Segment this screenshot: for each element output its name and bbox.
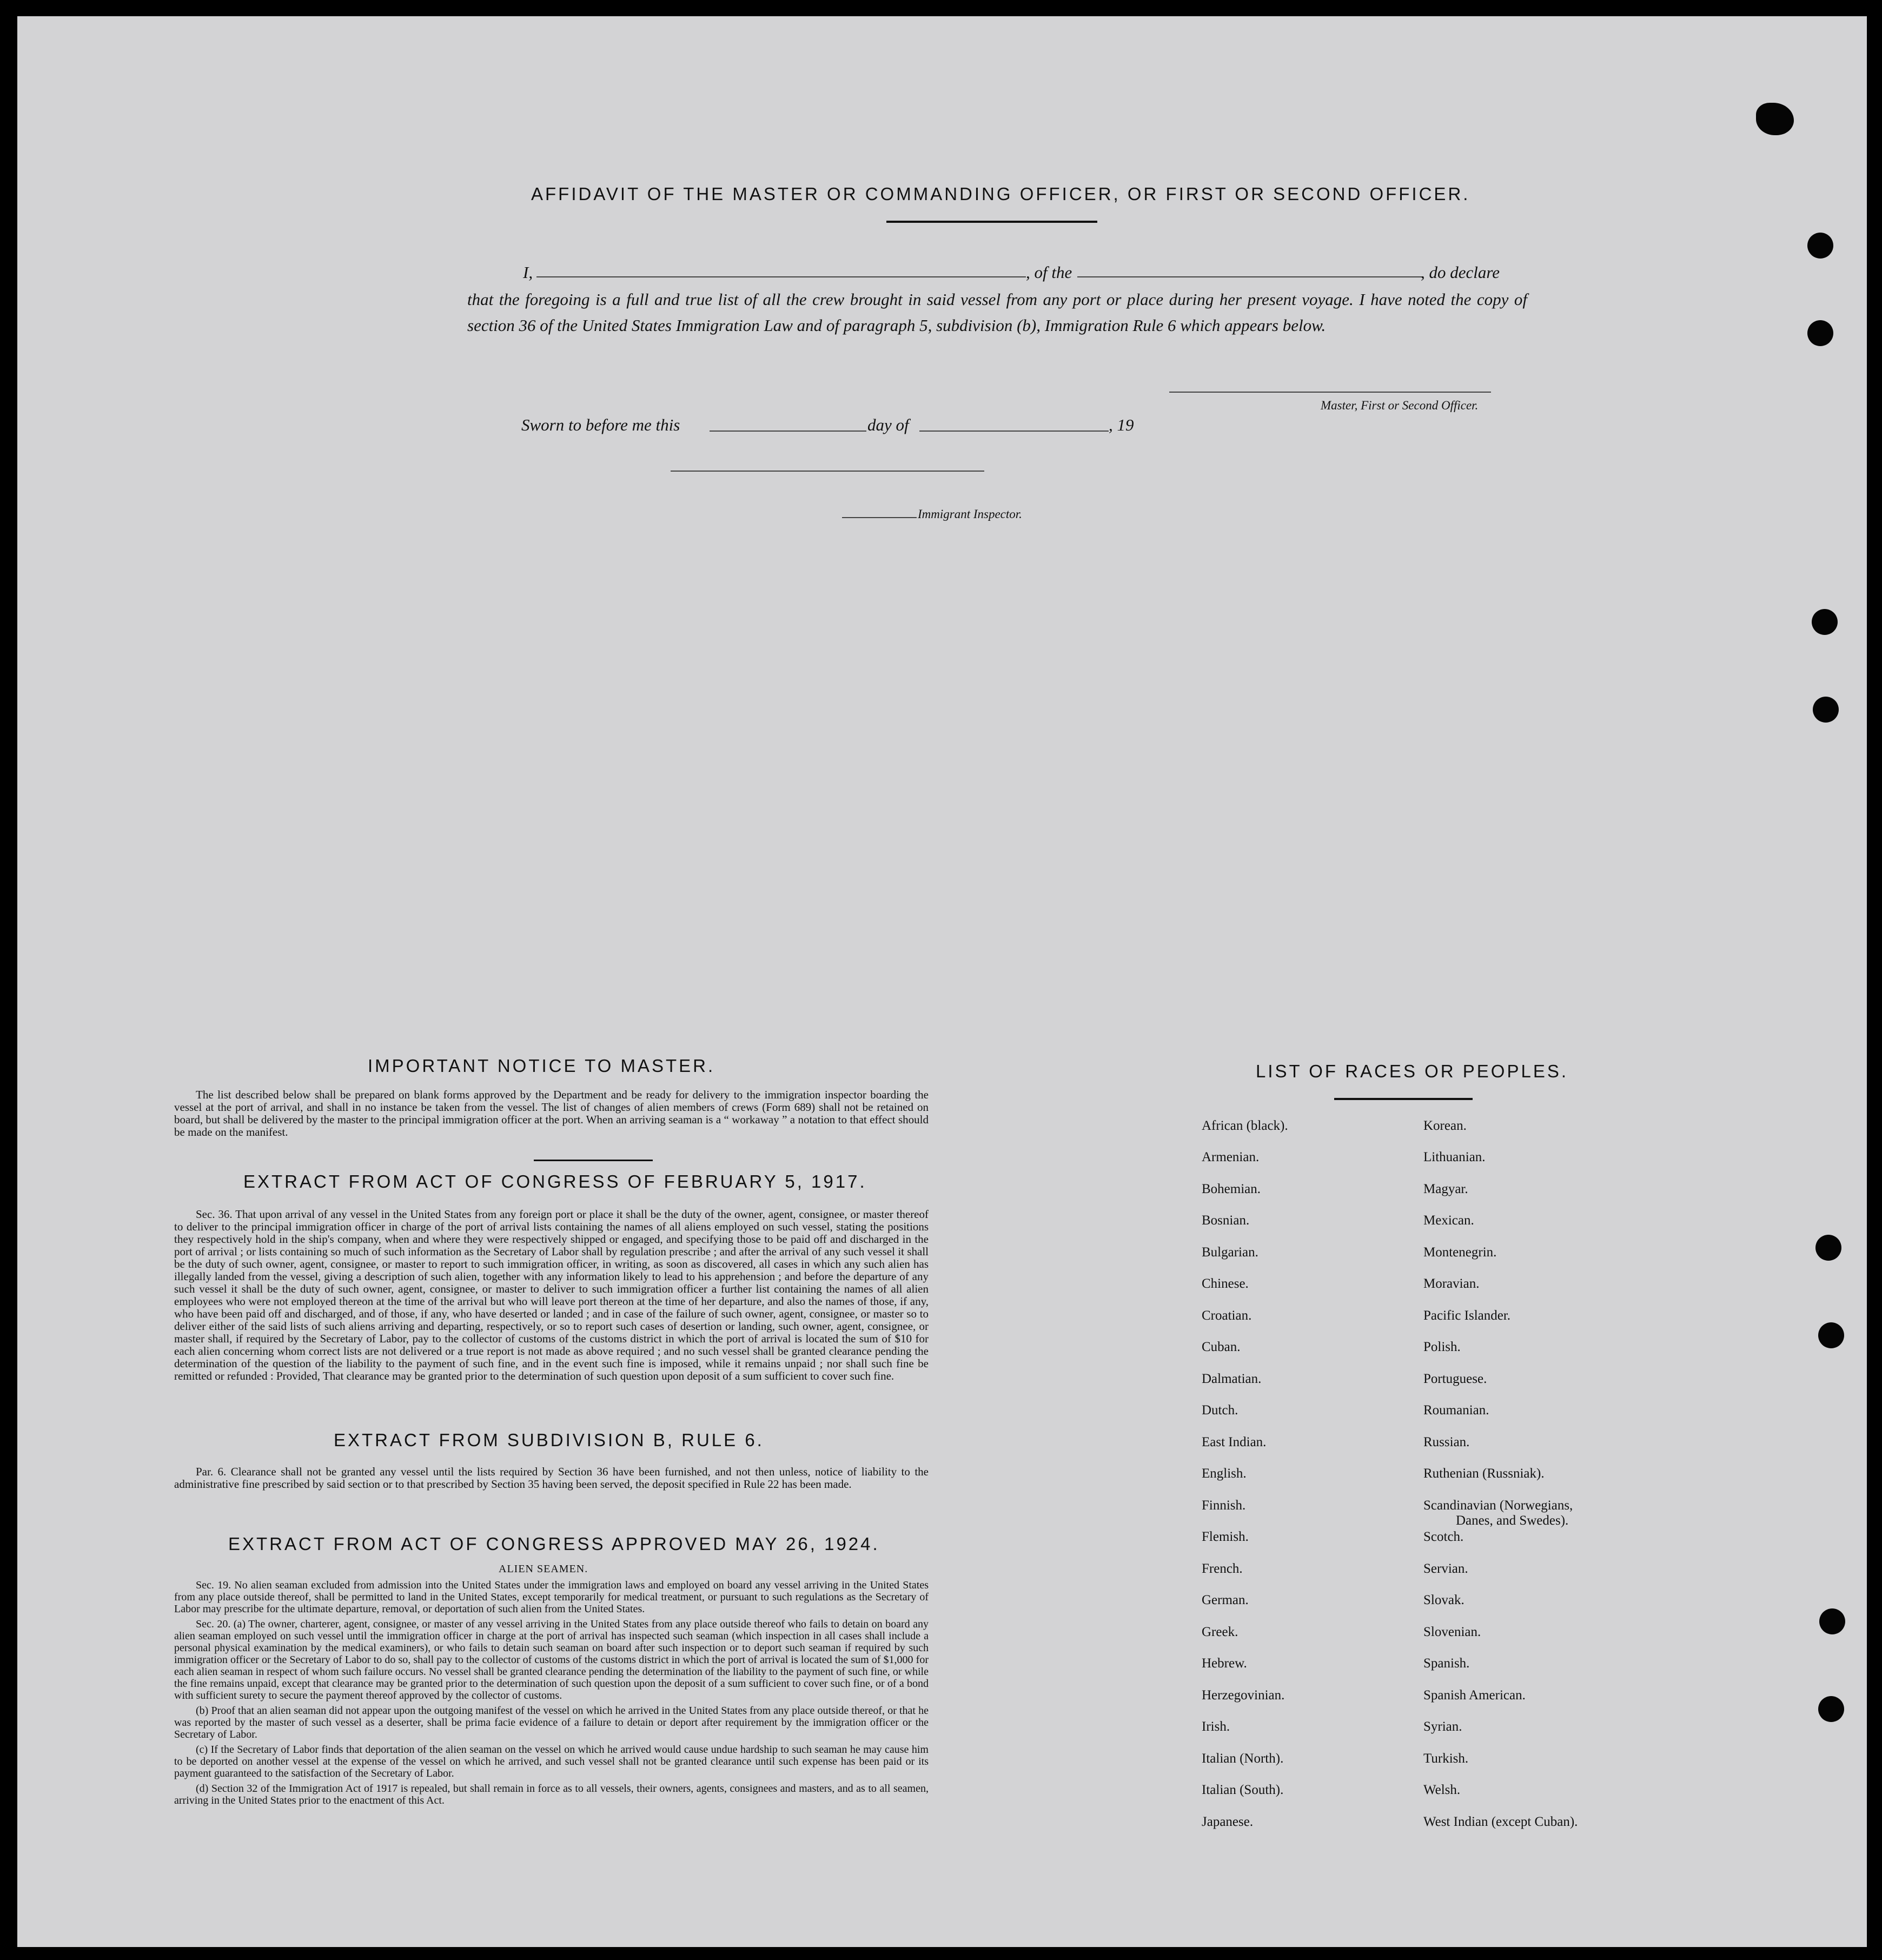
declaration-text: that the foregoing is a full and true list of all the crew brought in said vessel from any port or place during her present voyage. I have noted the copy of section 36 of the United States Immigration Law and of paragraph 5, subdivision (b), Immigration Rule 6 which appears below.	[467, 290, 1527, 335]
extract-rule6-title: EXTRACT FROM SUBDIVISION B, RULE 6.	[334, 1430, 764, 1450]
race-item: Scotch.	[1423, 1529, 1464, 1544]
notice-rule	[534, 1160, 653, 1161]
extract-1917-title: EXTRACT FROM ACT OF CONGRESS OF FEBRUARY 5, 1917.	[243, 1171, 867, 1191]
race-item: Bulgarian.	[1202, 1245, 1258, 1260]
race-item: African (black).	[1202, 1118, 1288, 1133]
par-6-paragraph: Par. 6. Clearance shall not be granted any vessel until the lists required by Section 36 have been furnished, and not then unless, notice of liability to the administrative fine prescribed by said section or to that prescribed by Section 35 having been served, the deposit specified in Rule 22 has been made.	[174, 1465, 929, 1491]
race-item: Magyar.	[1423, 1182, 1468, 1196]
race-item: Danes, and Swedes).	[1456, 1513, 1569, 1528]
race-item: Spanish American.	[1423, 1688, 1526, 1703]
race-item: Irish.	[1202, 1719, 1230, 1734]
race-item: Finnish.	[1202, 1498, 1246, 1513]
race-item: German.	[1202, 1593, 1249, 1607]
sworn-label: Sworn to before me this	[521, 415, 680, 434]
binder-hole	[1818, 1696, 1844, 1722]
race-item: French.	[1202, 1561, 1243, 1576]
race-item: Mexican.	[1423, 1213, 1474, 1228]
notice-title: IMPORTANT NOTICE TO MASTER.	[368, 1056, 715, 1076]
race-item: Ruthenian (Russniak).	[1423, 1466, 1545, 1481]
race-item: English.	[1202, 1466, 1247, 1481]
binder-hole	[1807, 233, 1833, 259]
sec-19-paragraph: Sec. 19. No alien seaman excluded from admission into the United States under the immigration laws and employed on board any vessel arriving in the United States from any place outside thereof, shall be permitted to land in the United States, except temporarily for medical treatment, or pursuant to such regulations as the Secretary of Labor may prescribe for the ultimate departure, removal, or deportation of such alien from the United States.	[174, 1579, 929, 1615]
of-the-label: , of the	[1026, 263, 1072, 282]
race-item: Bosnian.	[1202, 1213, 1250, 1228]
binder-hole	[1819, 1608, 1845, 1634]
race-item: Herzegovinian.	[1202, 1688, 1285, 1703]
race-item: Syrian.	[1423, 1719, 1462, 1734]
sec-20a-paragraph: Sec. 20. (a) The owner, charterer, agent, consignee, or master of any vessel arriving in the United States from any place outside thereof who fails to detain on board any alien seaman employed on such vessel until the immigration officer in charge at the port of arrival has inspected such seaman (which inspection in all cases shall include a personal physical examination by the medical examiners), or who fails to detain such seaman on board after such inspection or to deport such seaman if required by such immigration officer or the Secretary of Labor to do so, shall pay to the collector of customs of the customs district in which the port of arrival is located the sum of $1,000 for each alien seaman in respect of whom such failure occurs. No vessel shall be granted clearance pending the determination of the liability to the payment of such fine, or while the fine remains unpaid, except that clearance may be granted prior to the determination of such question upon the deposit of a sum sufficient to cover such fine, or of a bond with sufficient surety to secure the payment thereof approved by the collector of customs.	[174, 1618, 929, 1701]
binder-hole	[1812, 609, 1838, 635]
master-signature-label: Master, First or Second Officer.	[1321, 399, 1479, 412]
sec-20d-paragraph: (d) Section 32 of the Immigration Act of 1917 is repealed, but shall remain in force as to all vessels, their owners, agents, consignees and masters, and as to all seamen, arriving in the United States prior to the enactment of this Act.	[174, 1783, 929, 1806]
inspector-label: Immigrant Inspector.	[918, 507, 1022, 521]
sec-36-paragraph: Sec. 36. That upon arrival of any vessel in the United States from any foreign port or place it shall be the duty of the owner, agent, consignee, or master thereof to deliver to the principal immigration officer in charge of the port of arrival lists containing the names of all aliens employed on such vessel, stating the positions they respectively hold in the ship's company, when and where they were respectively shipped or engaged, and specifying those to be paid off and discharged in the port of arrival ; or lists containing so much of such information as the Secretary of Labor shall by regulation prescribe ; and after the arrival of any such vessel it shall be the duty of such owner, agent, consignee, or master to report to such immigration officer, in writing, as soon as discovered, all cases in which any such alien has illegally landed from the vessel, giving a description of such alien, together with any information likely to lead to his apprehension ; and before the departure of any such vessel it shall be the duty of such owner, agent, consignee, or master to deliver to such immigration officer a further list containing the names of all alien employees who were not employed thereon at the time of the arrival but who will leave port thereon at the time of her departure, and also the names of those, if any, who have been paid off and discharged, and of those, if any, who have deserted or landed ; and in case of the failure of such owner, agent, consignee, or master so to deliver either of the said lists of such aliens arriving and departing, respectively, or so to report such cases of desertion or landing, such owner, agent, consignee, or master shall, if required by the Secretary of Labor, pay to the collector of customs of the customs district in which the port of arrival is located the sum of $10 for each alien concerning whom correct lists are not delivered or a true report is not made as above required ; and no such vessel shall be granted clearance pending the determination of the question of the liability to the payment of such fine, and in the event such fine is imposed, while it remains unpaid ; nor shall such fine be remitted or refunded : Provided, That clearance may be granted prior to the determination of such question upon deposit of a sum sufficient to cover such fine.	[174, 1208, 929, 1382]
race-item: Italian (North).	[1202, 1751, 1284, 1766]
race-item: Russian.	[1423, 1435, 1470, 1449]
race-item: Cuban.	[1202, 1340, 1241, 1354]
binder-hole	[1807, 320, 1833, 346]
extract-1917-text	[174, 1208, 929, 1386]
notice-paragraph: The list described below shall be prepared on blank forms approved by the Department and be ready for delivery to the immigration inspector boarding the vessel at the port of arrival, and shall in no instance be taken from the vessel. The list of changes of alien members of crews (Form 689) shall not be retained on board, but shall be delivered by the master to the principal immigration officer at the port. When an arriving seaman is a “ workaway ” a notation to that effect should be made on the manifest.	[174, 1088, 929, 1138]
race-item: Korean.	[1423, 1118, 1467, 1133]
race-item: Chinese.	[1202, 1276, 1249, 1291]
inspector-short-line	[842, 517, 917, 518]
race-item: West Indian (except Cuban).	[1423, 1815, 1578, 1829]
form-page	[17, 16, 1867, 1947]
extract-1924-text	[174, 1579, 929, 1810]
races-title-rule	[1334, 1098, 1473, 1100]
race-item: Polish.	[1423, 1340, 1461, 1354]
race-item: Welsh.	[1423, 1783, 1461, 1797]
race-item: Turkish.	[1423, 1751, 1469, 1766]
affidavit-title: AFFIDAVIT OF THE MASTER OR COMMANDING OFFICER, OR FIRST OR SECOND OFFICER.	[531, 184, 1470, 204]
do-declare-label: , do declare	[1421, 263, 1500, 282]
race-item: Moravian.	[1423, 1276, 1480, 1291]
notice-text	[174, 1089, 929, 1142]
race-item: Greek.	[1202, 1625, 1238, 1639]
race-item: Portuguese.	[1423, 1372, 1487, 1386]
race-item: Hebrew.	[1202, 1656, 1247, 1671]
race-item: Pacific Islander.	[1423, 1308, 1511, 1323]
ink-blot	[1756, 103, 1794, 135]
race-item: Slovenian.	[1423, 1625, 1481, 1639]
race-item: Croatian.	[1202, 1308, 1252, 1323]
race-item: Italian (South).	[1202, 1783, 1284, 1797]
affidavit-title-rule	[886, 221, 1097, 223]
race-item: Slovak.	[1423, 1593, 1464, 1607]
race-item: Servian.	[1423, 1561, 1468, 1576]
year-label: , 19	[1109, 415, 1134, 434]
race-item: Roumanian.	[1423, 1403, 1489, 1418]
extract-1924-title: EXTRACT FROM ACT OF CONGRESS APPROVED MAY 26, 1924.	[228, 1534, 880, 1554]
binder-hole	[1818, 1322, 1844, 1348]
sec-20b-paragraph: (b) Proof that an alien seaman did not appear upon the outgoing manifest of the vessel on which he arrived in the United States from any place outside thereof, or that he was reported by the master of such vessel as a deserter, shall be prima facie evidence of a failure to detain or deport after requirement by the immigration officer or the Secretary of Labor.	[174, 1705, 929, 1740]
extract-rule6-text	[174, 1466, 929, 1494]
master-signature-line	[1169, 392, 1491, 393]
vessel-blank	[1077, 276, 1423, 277]
race-item: Dalmatian.	[1202, 1372, 1262, 1386]
race-item: Bohemian.	[1202, 1182, 1261, 1196]
sworn-month-blank	[919, 431, 1109, 432]
race-item: Lithuanian.	[1423, 1150, 1486, 1164]
sec-20c-paragraph: (c) If the Secretary of Labor finds that deportation of the alien seaman on the vessel on which he arrived would cause undue hardship to such seaman he may cause him to be deported on another vessel at the expense of the vessel on which he arrived, and such vessel shall not be granted clearance until such expense has been paid or its payment guaranteed to the satisfaction of the Secretary of Labor.	[174, 1744, 929, 1779]
race-item: East Indian.	[1202, 1435, 1267, 1449]
binder-hole	[1813, 697, 1839, 723]
day-of-label: day of	[867, 415, 909, 434]
race-item: Montenegrin.	[1423, 1245, 1497, 1260]
races-title: LIST OF RACES OR PEOPLES.	[1256, 1061, 1569, 1081]
race-item: Japanese.	[1202, 1815, 1254, 1829]
race-item: Flemish.	[1202, 1529, 1249, 1544]
name-blank	[536, 276, 1026, 277]
inspector-signature-line	[671, 471, 984, 472]
sworn-day-blank	[710, 431, 866, 432]
race-item: Spanish.	[1423, 1656, 1470, 1671]
race-item: Scandinavian (Norwegians,	[1423, 1498, 1573, 1513]
race-item: Armenian.	[1202, 1150, 1260, 1164]
i-label: I,	[523, 263, 533, 282]
extract-1924-subtitle: ALIEN SEAMEN.	[499, 1563, 588, 1575]
binder-hole	[1815, 1235, 1841, 1261]
race-item: Dutch.	[1202, 1403, 1238, 1418]
